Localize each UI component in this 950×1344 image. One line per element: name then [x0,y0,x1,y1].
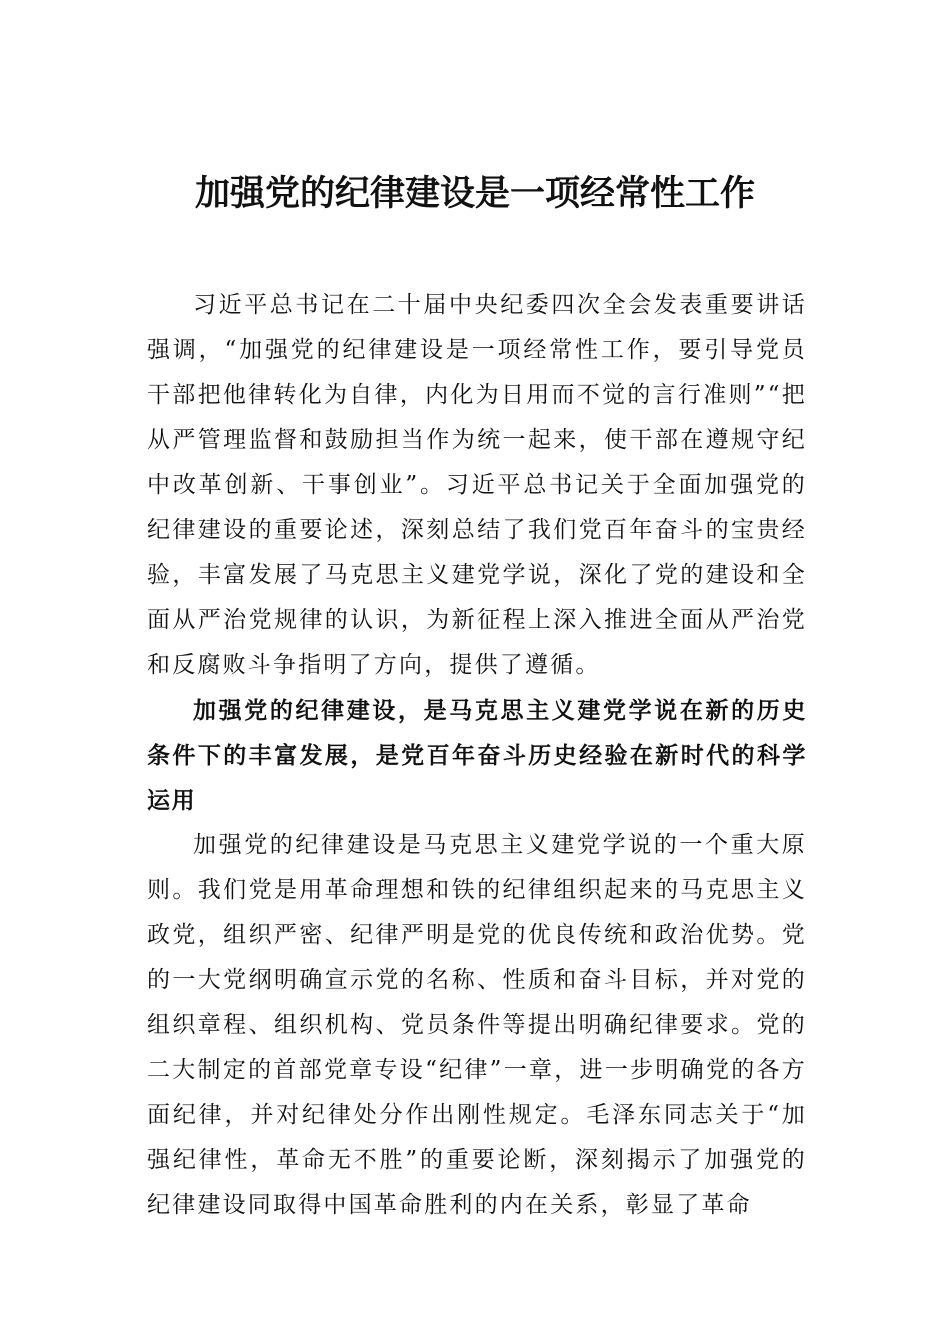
section-heading: 加强党的纪律建设，是马克思主义建党学说在新的历史条件下的丰富发展，是党百年奋斗历史经验在新时代的科学运用 [147,697,807,814]
document-body [147,283,807,1228]
document-title: 加强党的纪律建设是一项经常性工作 [194,173,755,214]
paragraph-section-body: 加强党的纪律建设是马克思主义建党学说的一个重大原则。我们党是用革命理想和铁的纪律组织起来的马克思主义政党，组织严密、纪律严明是党的优良传统和政治优势。党的一大党纲明确宣示党的名称、性质和奋斗目标，并对党的组织章程、组织机构、党员条件等提出明确纪律要求。党的二大制定的首部党章专设“纪律”一章，进一步明确党的各方面纪律，并对纪律处分作出刚性规定。毛泽东同志关于“加强纪律性，革命无不胜”的重要论断，深刻揭示了加强党的纪律建设同取得中国革命胜利的内在关系，彰显了革命 [147,832,807,1218]
paragraph-intro: 习近平总书记在二十届中央纪委四次全会发表重要讲话强调，“加强党的纪律建设是一项经常性工作，要引导党员干部把他律转化为自律，内化为日用而不觉的言行准则”“把从严管理监督和鼓励担当作为统一起来，使干部在遵规守纪中改革创新、干事创业”。习近平总书记关于全面加强党的纪律建设的重要论述，深刻总结了我们党百年奋斗的宝贵经验，丰富发展了马克思主义建党学说，深化了党的建设和全面从严治党规律的认识，为新征程上深入推进全面从严治党和反腐败斗争指明了方向，提供了遵循。 [147,292,807,678]
